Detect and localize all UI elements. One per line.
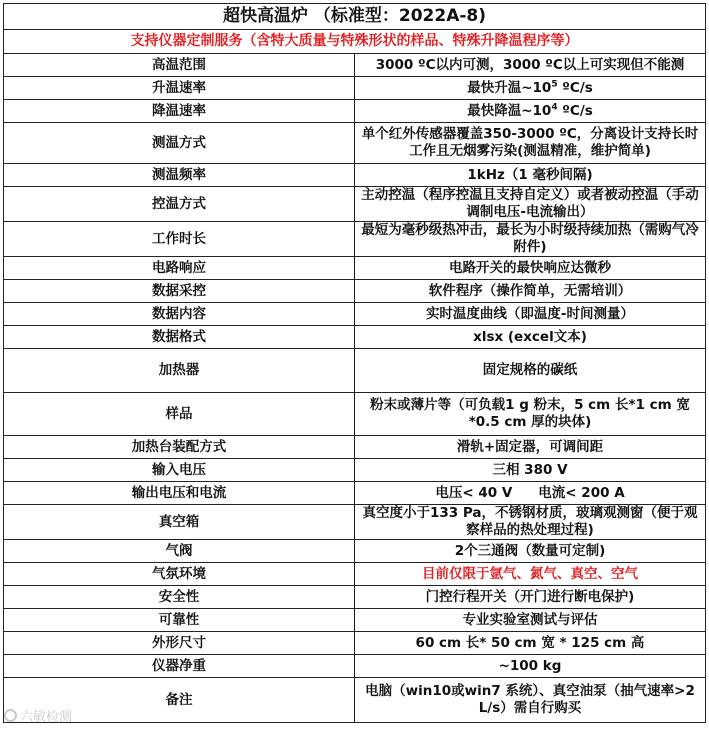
table-row xyxy=(4,222,706,257)
table-row xyxy=(4,482,706,505)
row-value: 3000 ºC以内可测，3000 ºC以上可实现但不能测 xyxy=(355,54,706,77)
row-value: 1kHz（1 毫秒间隔) xyxy=(355,164,706,187)
row-label: 输出电压和电流 xyxy=(4,482,355,505)
row-label: 降温速率 xyxy=(4,100,355,123)
table-row xyxy=(4,563,706,586)
row-value: 2个三通阀（数量可定制) xyxy=(355,540,706,563)
row-value xyxy=(355,482,706,505)
table-row xyxy=(4,257,706,280)
row-label: 控温方式 xyxy=(4,187,355,222)
table-row xyxy=(4,678,706,723)
row-label: 电路响应 xyxy=(4,257,355,280)
table-row xyxy=(4,77,706,100)
table-row xyxy=(4,393,706,436)
row-value: 门控行程开关（开门进行断电保护) xyxy=(355,586,706,609)
table-row xyxy=(4,632,706,655)
table-row xyxy=(4,123,706,164)
table-title: 超快高温炉 （标准型：2022A-8) xyxy=(4,4,706,30)
row-label: 测温方式 xyxy=(4,123,355,164)
table-row xyxy=(4,187,706,222)
table-row xyxy=(4,54,706,77)
value-exponent: 5 xyxy=(551,79,558,89)
row-value: 最短为毫秒级热冲击，最长为小时级持续加热（需购气冷附件) xyxy=(355,222,706,257)
row-value: 固定规格的碳纸 xyxy=(355,349,706,393)
row-value: 软件程序（操作简单，无需培训） xyxy=(355,280,706,303)
row-label: 样品 xyxy=(4,393,355,436)
row-value: 单个红外传感器覆盖350-3000 ºC，分离设计支持长时工作且无烟雾污染(测温精准，维护简单) xyxy=(355,123,706,164)
row-value: 电路开关的最快响应达微秒 xyxy=(355,257,706,280)
row-value: 主动控温（程序控温且支持自定义）或者被动控温（手动调制电压-电流输出） xyxy=(355,187,706,222)
table-row xyxy=(4,655,706,678)
row-value: 电脑（win10或win7 系统）、真空油泵（抽气速率>2 L/s）需自行购买 xyxy=(355,678,706,723)
row-label: 安全性 xyxy=(4,586,355,609)
row-label: 加热器 xyxy=(4,349,355,393)
row-label: 输入电压 xyxy=(4,459,355,482)
table-row xyxy=(4,164,706,187)
row-value: 三相 380 V xyxy=(355,459,706,482)
row-label: 气阀 xyxy=(4,540,355,563)
row-value: ~100 kg xyxy=(355,655,706,678)
spec-table xyxy=(3,3,706,723)
row-label: 可靠性 xyxy=(4,609,355,632)
value-pre: 最快升温~10 xyxy=(467,79,552,96)
row-label: 气氛环境 xyxy=(4,563,355,586)
table-row xyxy=(4,586,706,609)
row-value: 目前仅限于氩气、氮气、真空、空气 xyxy=(355,563,706,586)
table-row xyxy=(4,349,706,393)
value-pre: 最快降温~10 xyxy=(467,102,552,119)
watermark-text: 六敏检测 xyxy=(20,710,73,725)
table-subtitle: 支持仪器定制服务（含特大质量与特殊形状的样品、特殊升降温程序等） xyxy=(4,30,706,54)
row-value xyxy=(355,100,706,123)
voltage-value: 电压< 40 V xyxy=(435,484,513,501)
value-post: ºC/s xyxy=(557,79,593,96)
row-value: 真空度小于133 Pa，不锈钢材质，玻璃观测窗（便于观察样品的热处理过程) xyxy=(355,505,706,540)
table-row xyxy=(4,459,706,482)
table-row xyxy=(4,540,706,563)
row-value: 实时温度曲线（即温度-时间测量） xyxy=(355,303,706,326)
current-value: 电流< 200 A xyxy=(538,484,625,501)
row-label: 加热台装配方式 xyxy=(4,436,355,459)
row-label: 仪器净重 xyxy=(4,655,355,678)
table-row xyxy=(4,609,706,632)
watermark-logo-icon xyxy=(4,709,17,722)
table-row xyxy=(4,280,706,303)
row-label: 外形尺寸 xyxy=(4,632,355,655)
row-value xyxy=(355,77,706,100)
row-label: 升温速率 xyxy=(4,77,355,100)
subtitle-row xyxy=(4,30,706,54)
row-label: 工作时长 xyxy=(4,222,355,257)
row-label: 数据格式 xyxy=(4,326,355,349)
watermark xyxy=(4,706,72,725)
value-post: ºC/s xyxy=(557,102,593,119)
table-row xyxy=(4,100,706,123)
table-row xyxy=(4,303,706,326)
table-row xyxy=(4,505,706,540)
row-label: 数据采控 xyxy=(4,280,355,303)
table-row xyxy=(4,326,706,349)
row-label: 备注 xyxy=(4,678,355,723)
row-value: xlsx (excel文本) xyxy=(355,326,706,349)
row-label: 真空箱 xyxy=(4,505,355,540)
table-row xyxy=(4,436,706,459)
row-label: 高温范围 xyxy=(4,54,355,77)
row-value: 滑轨+固定器，可调间距 xyxy=(355,436,706,459)
row-value: 60 cm 长* 50 cm 宽 * 125 cm 高 xyxy=(355,632,706,655)
row-label: 测温频率 xyxy=(4,164,355,187)
row-label: 数据内容 xyxy=(4,303,355,326)
value-exponent: 4 xyxy=(551,102,558,112)
row-value: 粉末或薄片等（可负载1 g 粉末，5 cm 长*1 cm 宽*0.5 cm 厚的块体) xyxy=(355,393,706,436)
row-value: 专业实验室测试与评估 xyxy=(355,609,706,632)
title-row xyxy=(4,4,706,30)
